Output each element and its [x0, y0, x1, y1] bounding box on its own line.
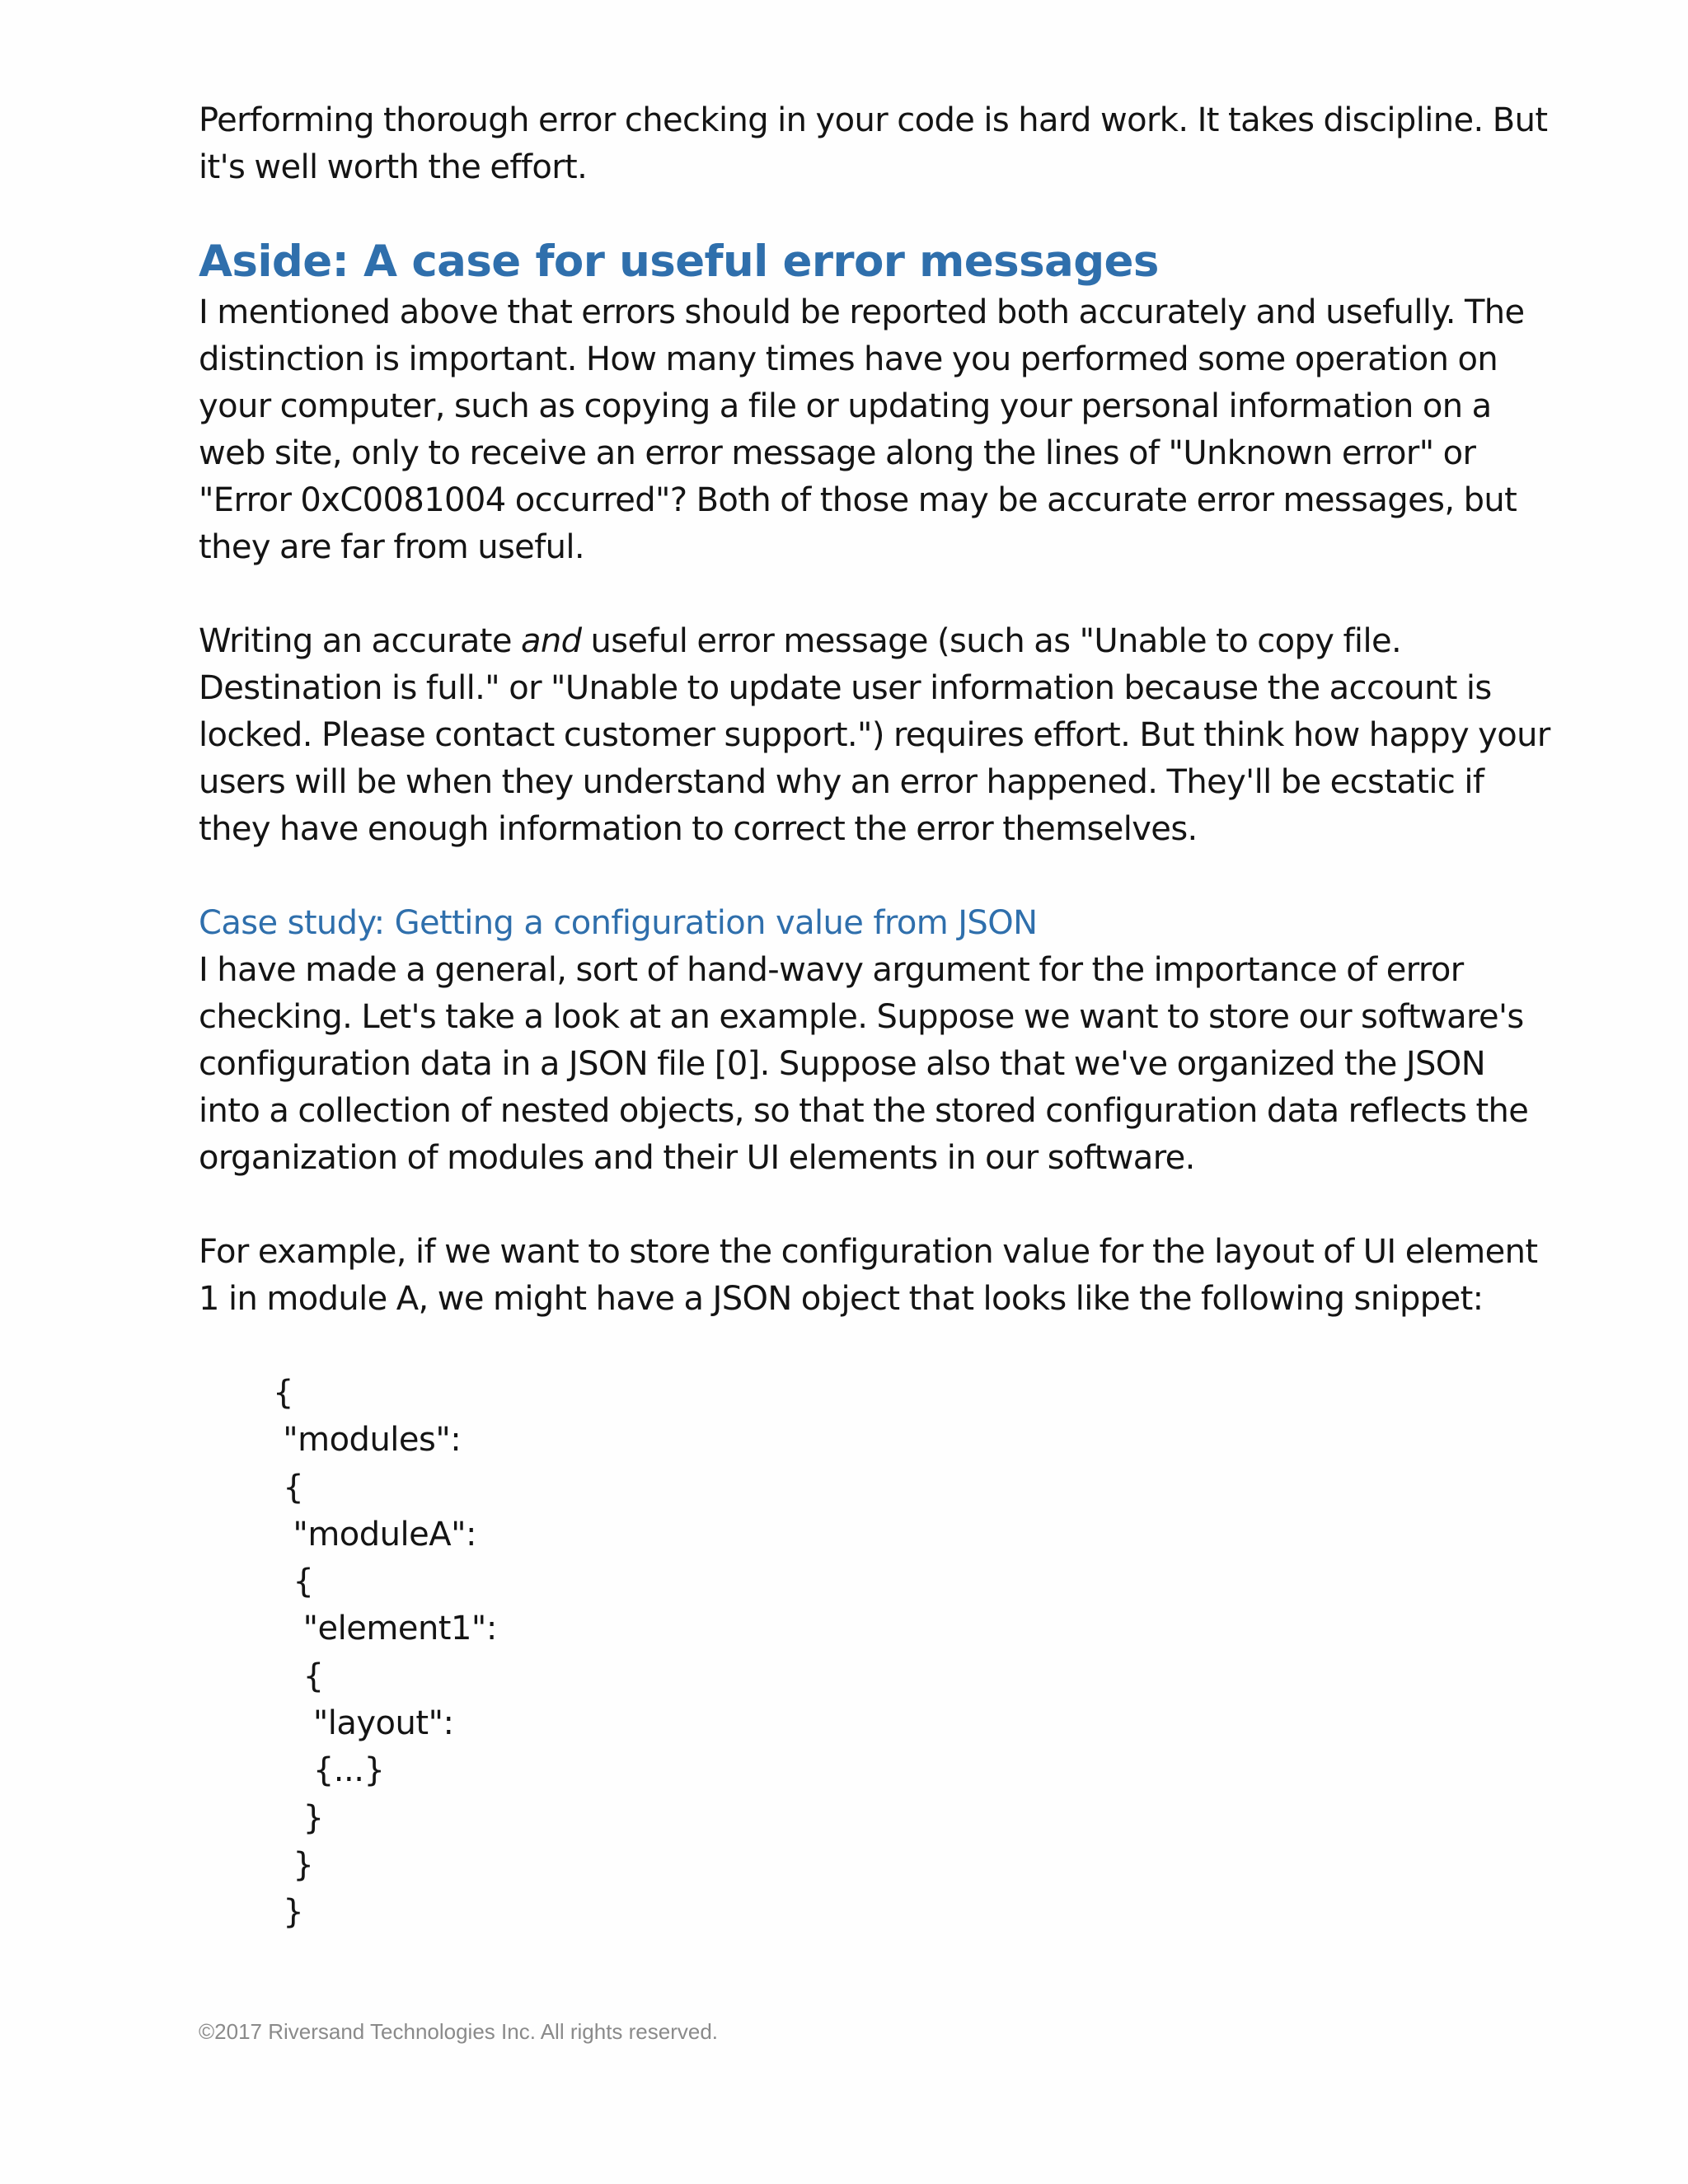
aside-paragraph-2 — [199, 618, 1550, 853]
code-line: {...} — [273, 1751, 385, 1790]
code-line: { — [273, 1563, 314, 1601]
code-line: "element1": — [273, 1610, 497, 1648]
aside-paragraph-1: I mentioned above that errors should be reported both accurately and usefully. The distinction is important. How many times have you performed some operation on your computer, such as copying a file or updating your personal information on a web site, only to receive an error message along the lines of "Unknown error" or "Error 0xC0081004 occurred"? Both of those may be accurate error messages, but they are far from useful. — [199, 293, 1525, 566]
code-line: { — [273, 1468, 304, 1507]
copyright-footer: ©2017 Riversand Technologies Inc. All rights reserved. — [199, 2019, 719, 2044]
aside-heading: Aside: A case for useful error messages — [199, 237, 1159, 287]
json-code-snippet — [273, 1370, 1550, 1937]
code-line: { — [273, 1374, 293, 1412]
case-study-paragraph-1: I have made a general, sort of hand-wavy argument for the importance of error checking. Let's take a look at an example. Suppose we want to store our software's configuration data in a JSON file [0]. Suppose also that we've organized the JSON into a collection of nested objects, so that the stored configuration data reflects the organization of modules and their UI elements in our software. — [199, 951, 1529, 1177]
code-line: } — [273, 1798, 324, 1837]
code-line: "modules": — [273, 1421, 462, 1460]
code-line: } — [273, 1893, 304, 1932]
aside-paragraph-2-start: Writing an accurate — [199, 622, 521, 660]
document-page — [199, 97, 1550, 1937]
case-study-heading: Case study: Getting a configuration value from JSON — [199, 904, 1038, 942]
code-line: { — [273, 1657, 324, 1695]
code-line: "layout": — [273, 1704, 454, 1743]
intro-paragraph: Performing thorough error checking in your code is hard work. It takes discipline. But it's well worth the effort. — [199, 101, 1548, 186]
case-study-paragraph-2: For example, if we want to store the configuration value for the layout of UI element 1 in module A, we might have a JSON object that looks like the following snippet: — [199, 1233, 1538, 1318]
code-line: "moduleA": — [273, 1515, 476, 1554]
aside-paragraph-2-end: useful error message (such as "Unable to copy file. Destination is full." or "Unable to update user information because the account is locked. Please contact customer support.") requires effort. But think how happy your users will be when they understand why an error happened. They'll be ecstatic if they have enough information to correct the error themselves. — [199, 622, 1550, 848]
emphasis-and: and — [520, 622, 582, 660]
code-line: } — [273, 1845, 314, 1884]
